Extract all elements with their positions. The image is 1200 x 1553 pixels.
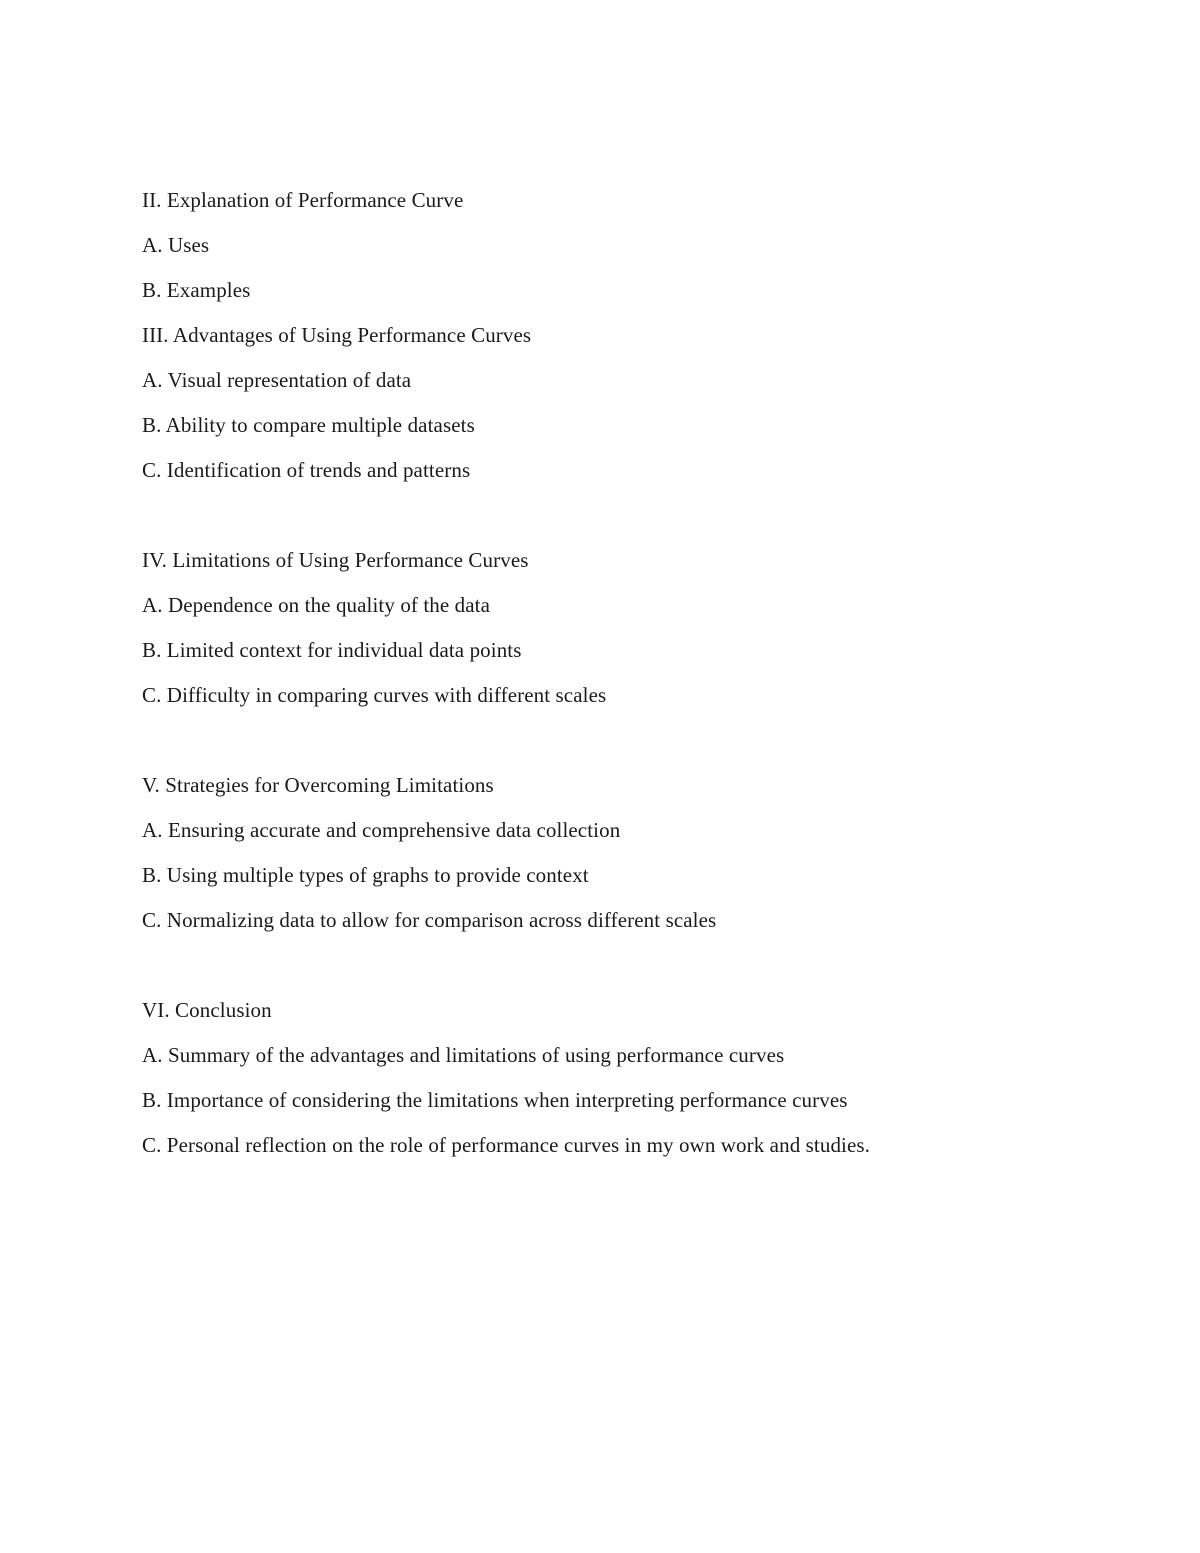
section-spacer [142,950,1122,995]
section-3-item-b: B. Ability to compare multiple datasets [142,413,475,437]
section-5-item-a: A. Ensuring accurate and comprehensive data collection [142,818,621,842]
section-heading-4: IV. Limitations of Using Performance Curves [142,548,529,572]
section-2-item-a: A. Uses [142,233,210,257]
section-3-item-c: C. Identification of trends and patterns [142,458,471,482]
section-4-item-b: B. Limited context for individual data points [142,638,522,662]
section-spacer [142,500,1122,545]
section-heading-3: III. Advantages of Using Performance Curves [142,323,532,347]
outline [142,185,1122,1175]
section-5-item-c: C. Normalizing data to allow for comparison across different scales [142,908,717,932]
section-spacer [142,725,1122,770]
section-6-item-c: C. Personal reflection on the role of performance curves in my own work and studies. [142,1133,871,1157]
section-heading-2: II. Explanation of Performance Curve [142,188,464,212]
section-5-item-b: B. Using multiple types of graphs to provide context [142,863,589,887]
section-4-item-c: C. Difficulty in comparing curves with different scales [142,683,607,707]
section-heading-6: VI. Conclusion [142,998,272,1022]
section-6-item-b: B. Importance of considering the limitations when interpreting performance curves [142,1088,848,1112]
section-3-item-a: A. Visual representation of data [142,368,412,392]
section-2-item-b: B. Examples [142,278,251,302]
section-6-item-a: A. Summary of the advantages and limitations of using performance curves [142,1043,785,1067]
section-4-item-a: A. Dependence on the quality of the data [142,593,491,617]
section-heading-5: V. Strategies for Overcoming Limitations [142,773,494,797]
